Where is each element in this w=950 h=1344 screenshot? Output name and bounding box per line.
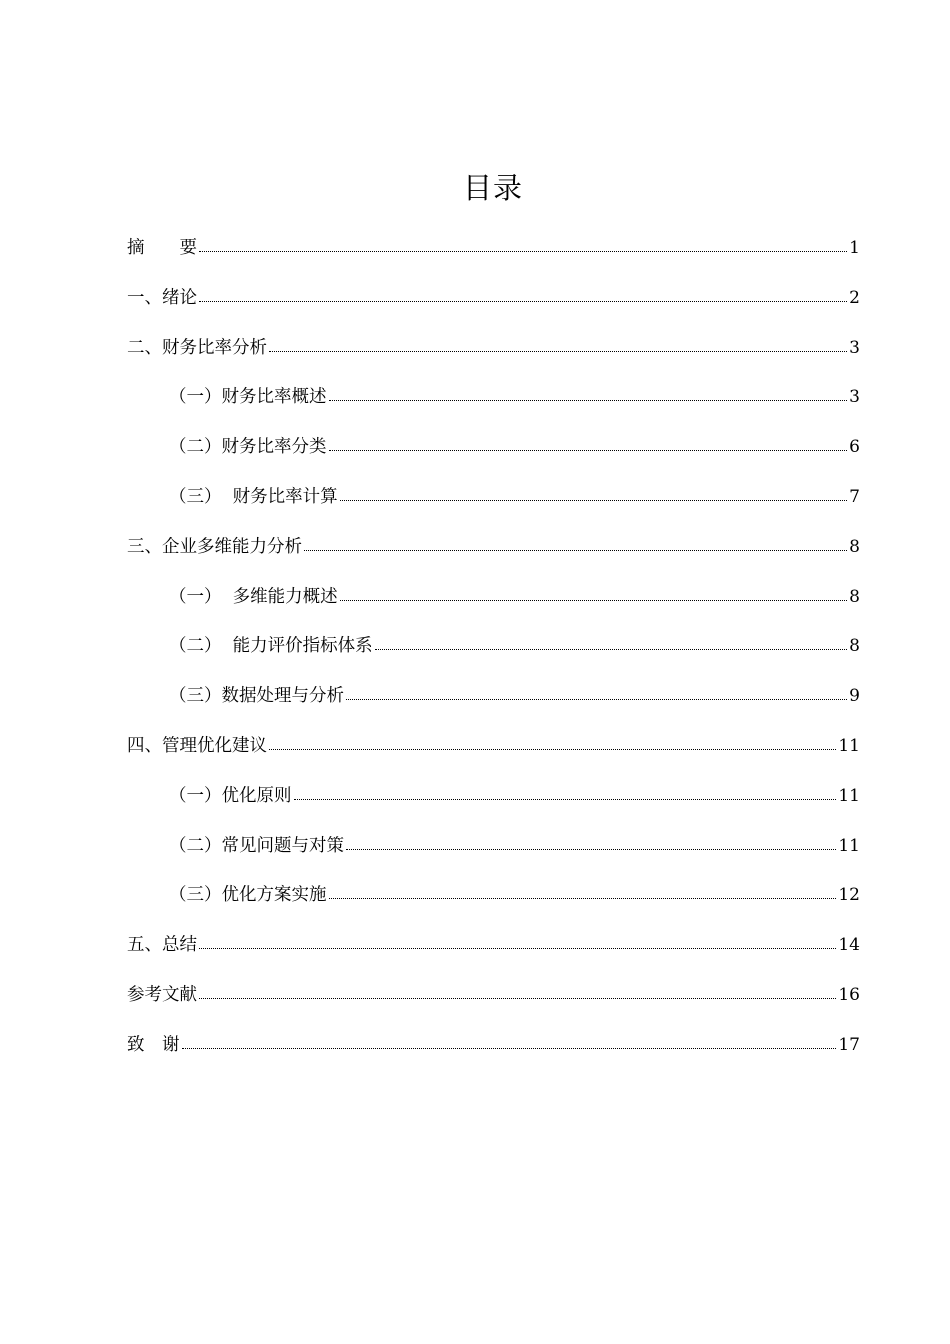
toc-page-number: 3: [849, 387, 860, 408]
toc-entry-label: 四、管理优化建议: [127, 735, 267, 756]
toc-entry-chapter-4[interactable]: [127, 722, 860, 772]
toc-page-number: 3: [849, 337, 860, 358]
dot-leader: [340, 499, 848, 501]
toc-entry-label: （一） 多维能力概述: [169, 586, 338, 607]
dot-leader: [329, 897, 837, 899]
toc-entry-label: （二） 能力评价指标体系: [169, 636, 373, 657]
toc-page-number: 8: [849, 536, 860, 557]
toc-entry-label: 三、企业多维能力分析: [127, 536, 302, 557]
toc-entry-label: （二）财务比率分类: [169, 437, 327, 458]
toc-page-number: 11: [838, 735, 860, 756]
toc-page-number: 9: [849, 686, 860, 707]
toc-entry-acknowledgements[interactable]: [127, 1021, 860, 1071]
dot-leader: [346, 848, 836, 850]
toc-entry-label: （二）常见问题与对策: [169, 835, 344, 856]
toc-entry-label: 摘 要: [127, 238, 197, 258]
toc-page-number: 1: [849, 238, 860, 258]
toc-entry-label: （一）财务比率概述: [169, 387, 327, 408]
toc-entry-section-4-2[interactable]: [127, 822, 860, 872]
toc-page-number: 8: [849, 586, 860, 607]
toc-entry-section-4-3[interactable]: [127, 871, 860, 921]
toc-entry-label: 一、绪论: [127, 287, 197, 308]
toc-page-number: 16: [838, 984, 860, 1005]
dot-leader: [199, 300, 847, 302]
toc-page-number: 6: [849, 437, 860, 458]
table-of-contents: [127, 224, 860, 1071]
toc-page-number: 12: [838, 885, 860, 906]
dot-leader: [346, 698, 847, 700]
toc-entry-section-2-3[interactable]: [127, 473, 860, 523]
toc-entry-references[interactable]: [127, 971, 860, 1021]
toc-entry-section-3-2[interactable]: [127, 622, 860, 672]
toc-entry-introduction[interactable]: [127, 274, 860, 324]
dot-leader: [329, 399, 848, 401]
toc-entry-label: 五、总结: [127, 935, 197, 956]
toc-page-number: 2: [849, 287, 860, 308]
toc-page-number: 14: [838, 935, 860, 956]
toc-entry-label: （三）优化方案实施: [169, 885, 327, 906]
toc-page-number: 17: [838, 1034, 860, 1055]
toc-page-number: 8: [849, 636, 860, 657]
dot-leader: [294, 798, 837, 800]
dot-leader: [304, 549, 847, 551]
dot-leader: [182, 1047, 837, 1049]
toc-entry-abstract[interactable]: [127, 224, 860, 274]
toc-entry-chapter-2[interactable]: [127, 324, 860, 374]
toc-entry-section-3-3[interactable]: [127, 672, 860, 722]
toc-entry-label: 二、财务比率分析: [127, 337, 267, 358]
toc-entry-label: （一）优化原则: [169, 785, 292, 806]
dot-leader: [269, 748, 836, 750]
dot-leader: [199, 250, 847, 252]
dot-leader: [340, 599, 848, 601]
dot-leader: [375, 648, 848, 650]
toc-entry-label: （三）数据处理与分析: [169, 686, 344, 707]
dot-leader: [199, 947, 836, 949]
toc-entry-section-2-1[interactable]: [127, 373, 860, 423]
toc-entry-chapter-3[interactable]: [127, 523, 860, 573]
toc-entry-section-3-1[interactable]: [127, 573, 860, 623]
dot-leader: [269, 350, 847, 352]
toc-entry-label: 参考文献: [127, 984, 197, 1005]
toc-entry-section-2-2[interactable]: [127, 423, 860, 473]
toc-entry-section-4-1[interactable]: [127, 772, 860, 822]
toc-entry-label: 致 谢: [127, 1034, 180, 1055]
dot-leader: [199, 997, 836, 999]
toc-page-number: 7: [849, 486, 860, 507]
page-title: 目录: [462, 171, 523, 206]
toc-page-number: 11: [838, 785, 860, 806]
toc-entry-chapter-5[interactable]: [127, 921, 860, 971]
toc-entry-label: （三） 财务比率计算: [169, 486, 338, 507]
toc-page-number: 11: [838, 835, 860, 856]
dot-leader: [329, 449, 848, 451]
